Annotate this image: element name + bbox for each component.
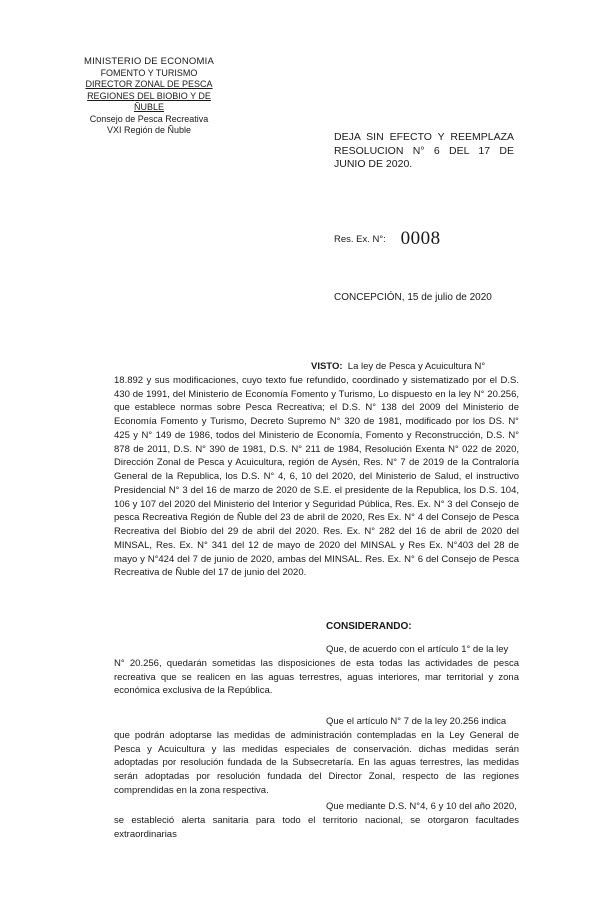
p2-first-line: Que el artículo N° 7 de la ley 20.256 indica xyxy=(326,716,507,727)
visto-first-line xyxy=(114,360,519,374)
p3-first-line: Que mediante D.S. N°4, 6 y 10 del año 2020, xyxy=(326,801,517,812)
p1-first-line: Que, de acuerdo con el artículo 1° de la ley xyxy=(326,644,509,655)
p2-body: que podrán adoptarse las medidas de administración contempladas en la Ley General de Pesca y Acuicultura y las medidas especiales de conservación. dichas medidas serán adoptadas por resolución fundada de la Subsecretaría. En las aguas terrestres, las medidas serán adoptadas por resolución fundada del Director Zonal, respecto de las regiones comprendidas en la zona respectiva. xyxy=(114,729,519,796)
resolution-number-line xyxy=(334,229,441,250)
place-and-date: CONCEPCIÓN, 15 de julio de 2020 xyxy=(334,292,492,303)
header-regions: REGIONES DEL BIOBIO Y DE ÑUBLE xyxy=(87,90,211,112)
considerando-paragraph-2 xyxy=(114,715,519,798)
considerando-heading: CONSIDERANDO: xyxy=(326,621,412,632)
header-ministry: MINISTERIO DE ECONOMIA xyxy=(83,56,215,67)
issuer-header xyxy=(76,56,222,137)
resolution-number: 0008 xyxy=(400,228,441,249)
reference-subject: DEJA SIN EFECTO Y REEMPLAZA RESOLUCION N° 6 DEL 17 DE JUNIO DE 2020. xyxy=(334,131,514,170)
visto-heading: VISTO: xyxy=(311,361,343,372)
considerando-paragraph-1 xyxy=(114,643,519,698)
resolution-label: Res. Ex. N°: xyxy=(334,234,386,245)
header-directorate: DIRECTOR ZONAL DE PESCA xyxy=(85,79,213,89)
visto-first-text: La ley de Pesca y Acuicultura N° xyxy=(347,361,486,372)
considerando-paragraph-3 xyxy=(114,800,519,841)
header-region: VXI Región de Ñuble xyxy=(106,125,192,135)
header-department: FOMENTO Y TURISMO xyxy=(100,67,198,78)
visto-body: 18.892 y sus modificaciones, cuyo texto fue refundido, coordinado y sistematizado por el D.S. 430 de 1991, del Ministerio de Economía Fomento y Turismo, Lo dispuesto en la ley N° 20.256, que establece normas sobre Pesca Recreativa; el D.S. N° 138 del 2009 del Ministerio de Economía Fomento y Turismo, Decreto Supremo N° 320 de 1981, modificado por los DS. N° 425 y N° 149 de 1986, todos del Ministerio de Economía, Fomento y Reconstrucción, D.S. N° 878 de 2011, D.S. N° 390 de 1981, D.S. N° 211 de 1984, Resolución Exenta N° 022 de 2020, Dirección Zonal de Pesca y Acuicultura, región de Aysén, Res. N° 7 de 2019 de la Contraloría General de la Republica, los D.S. N° 4, 6, 10 del 2020, del Ministerio de Salud, el instructivo Presidencial N° 3 del 16 de marzo de 2020 de S.E. el presidente de la Republica, los D.S. 104, 106 y 107 del 2020 del Ministerio del Interior y Seguridad Pública, Res. Ex. N° 3 del Consejo de pesca Recreativa Región de Ñuble del 23 de abril de 2020, Res Ex. N° 4 del Consejo de Pesca Recreativa del Biobío del 29 de abril del 2020. Res. Ex. N° 282 del 16 de abril de 2020 del MINSAL, Res. Ex. N° 341 del 12 de mayo de 2020 del MINSAL y Res Ex. N°403 del 28 de mayo y N°424 del 7 de junio de 2020, ambas del MINSAL. Res. Ex. N° 6 del Consejo de Pesca Recreativa de Ñuble del 17 de junio del 2020. xyxy=(114,374,519,579)
p1-body: N° 20.256, quedarán sometidas las disposiciones de esta todas las actividades de pesca recreativa que se realicen en las aguas terrestres, aguas interiores, mar territorial y zona económica exclusiva de la República. xyxy=(114,657,519,697)
header-council: Consejo de Pesca Recreativa xyxy=(89,113,209,124)
visto-paragraph xyxy=(114,360,519,580)
p3-body: se estableció alerta sanitaria para todo el territorio nacional, se otorgaron facultades extraordinarias xyxy=(114,814,519,840)
